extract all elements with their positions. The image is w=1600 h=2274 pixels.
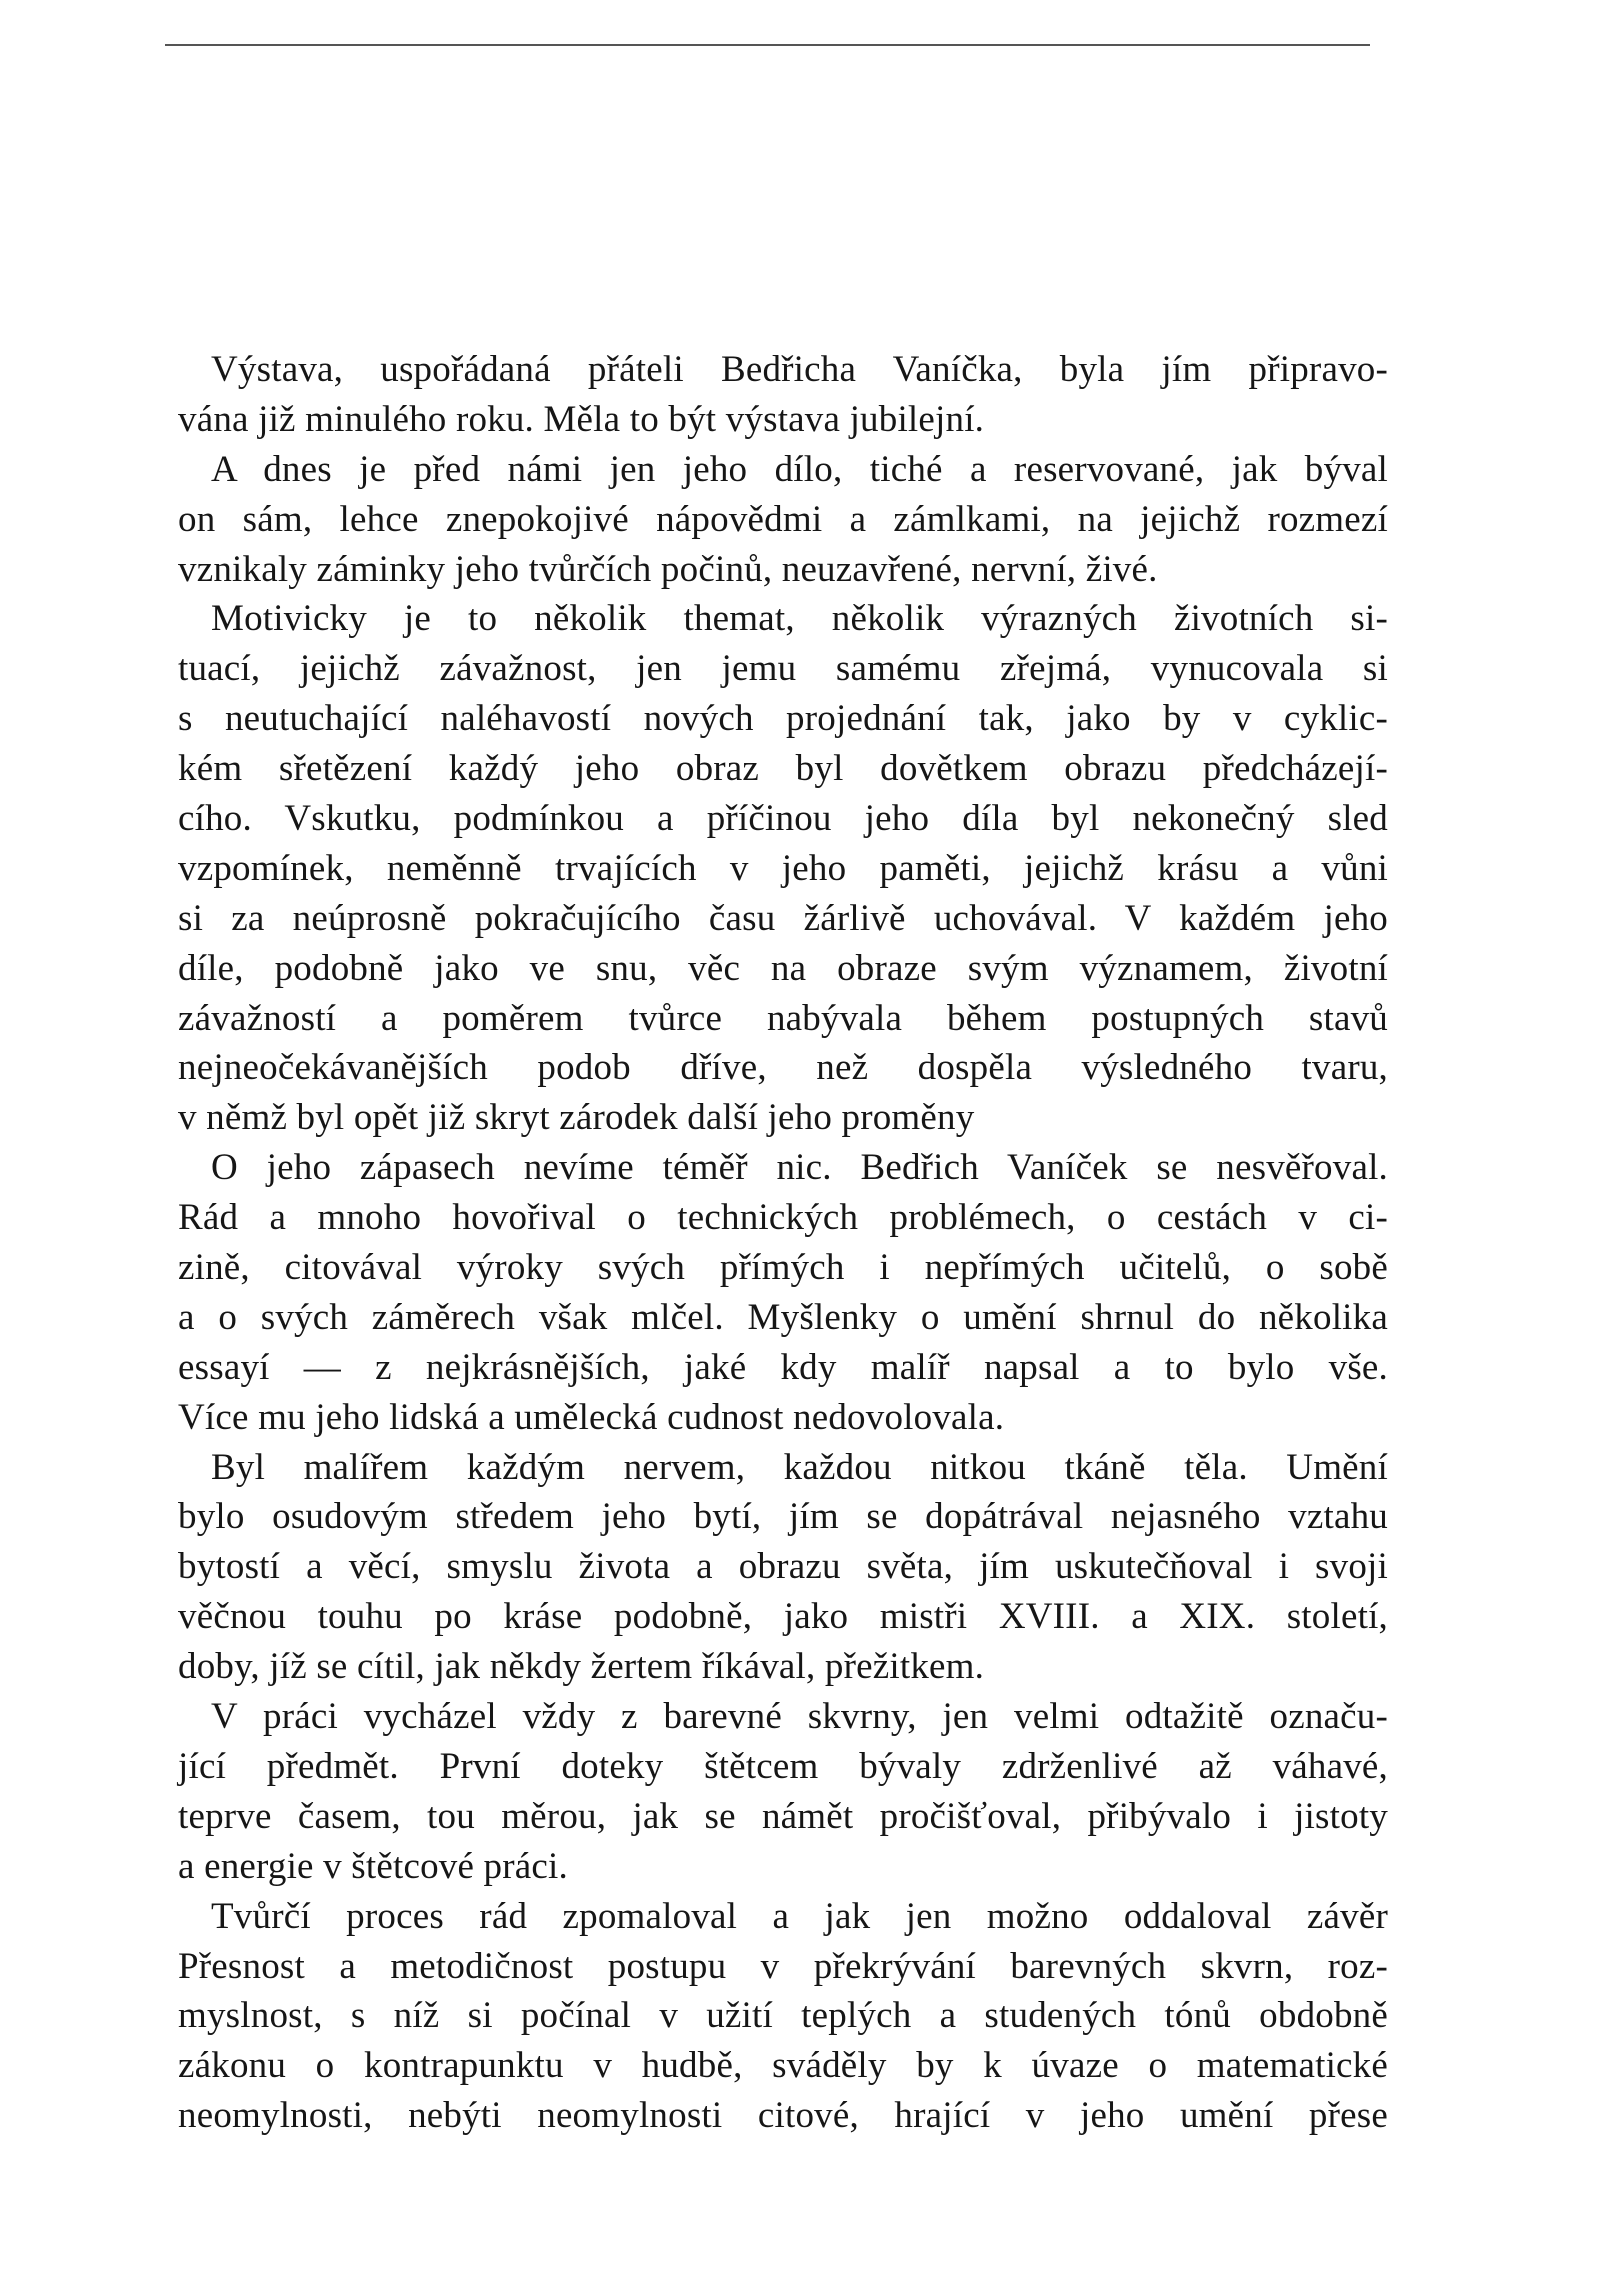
- text-line: neomylnosti, nebýti neomylnosti citové, hrající v jeho umění přese: [178, 2095, 1388, 2137]
- text-line: O jeho zápasech nevíme téměř nic. Bedřich Vaníček se nesvěřoval.: [211, 1147, 1388, 1189]
- text-line: závažností a poměrem tvůrce nabývala během postupných stavů: [178, 997, 1388, 1039]
- text-line: nejneočekávanějších podob dříve, než dospěla výsledného tvaru,: [178, 1047, 1388, 1089]
- text-line: zákonu o kontrapunktu v hudbě, sváděly by k úvaze o matematické: [178, 2045, 1388, 2087]
- paragraph: [178, 445, 1388, 595]
- text-line: si za neúprosně pokračujícího času žárlivě uchovával. V každém jeho: [178, 897, 1388, 939]
- body-text: [178, 345, 1388, 2141]
- paragraph: [178, 1443, 1388, 1692]
- text-line: tuací, jejichž závažnost, jen jemu samému zřejmá, vynucovala si: [178, 648, 1388, 690]
- paragraph: [178, 1143, 1388, 1442]
- text-line: díle, podobně jako ve snu, věc na obraze svým významem, životní: [178, 947, 1388, 989]
- text-line: a energie v štětcové práci.: [178, 1845, 568, 1887]
- text-line: Rád a mnoho hovořival o technických problémech, o cestách v ci-: [178, 1197, 1388, 1239]
- text-line: cího. Vskutku, podmínkou a příčinou jeho díla byl nekonečný sled: [178, 798, 1388, 840]
- text-line: věčnou touhu po kráse podobně, jako mistři XVIII. a XIX. století,: [178, 1596, 1388, 1638]
- text-line: v němž byl opět již skryt zárodek další jeho proměny: [178, 1097, 975, 1139]
- text-line: doby, jíž se cítil, jak někdy žertem říkával, přežitkem.: [178, 1646, 985, 1688]
- text-line: A dnes je před námi jen jeho dílo, tiché a reservované, jak býval: [211, 448, 1388, 490]
- text-line: bylo osudovým středem jeho bytí, jím se dopátrával nejasného vztahu: [178, 1496, 1388, 1538]
- top-rule: [165, 44, 1370, 46]
- paragraph: [178, 594, 1388, 1143]
- text-line: kém sřetězení každý jeho obraz byl dovětkem obrazu předcházejí-: [178, 748, 1388, 790]
- text-line: zině, citovával výroky svých přímých i nepřímých učitelů, o sobě: [178, 1247, 1388, 1289]
- paragraph: [178, 1692, 1388, 1892]
- paragraph: [178, 1892, 1388, 2141]
- text-line: bytostí a věcí, smyslu života a obrazu světa, jím uskutečňoval i svoji: [178, 1546, 1388, 1588]
- text-line: on sám, lehce znepokojivé nápovědmi a zámlkami, na jejichž rozmezí: [178, 498, 1388, 540]
- paragraph: [178, 345, 1388, 445]
- text-line: V práci vycházel vždy z barevné skvrny, jen velmi odtažitě označu-: [211, 1696, 1388, 1738]
- text-line: Více mu jeho lidská a umělecká cudnost nedovolovala.: [178, 1396, 1005, 1438]
- text-line: s neutuchající naléhavostí nových projednání tak, jako by v cyklic-: [178, 698, 1388, 740]
- text-line: vzpomínek, neměnně trvajících v jeho paměti, jejichž krásu a vůni: [178, 847, 1388, 889]
- text-line: myslnost, s níž si počínal v užití teplých a studených tónů obdobně: [178, 1995, 1388, 2037]
- text-line: jící předmět. První doteky štětcem bývaly zdrženlivé až váhavé,: [178, 1745, 1388, 1787]
- text-line: teprve časem, tou měrou, jak se námět pročišťoval, přibývalo i jistoty: [178, 1795, 1388, 1837]
- text-line: Přesnost a metodičnost postupu v překrývání barevných skvrn, roz-: [178, 1945, 1388, 1987]
- text-line: essayí — z nejkrásnějších, jaké kdy malíř napsal a to bylo vše.: [178, 1346, 1388, 1388]
- text-line: Byl malířem každým nervem, každou nitkou tkáně těla. Umění: [211, 1446, 1388, 1488]
- text-line: Tvůrčí proces rád zpomaloval a jak jen možno oddaloval závěr: [211, 1895, 1388, 1937]
- text-line: a o svých záměrech však mlčel. Myšlenky o umění shrnul do několika: [178, 1296, 1388, 1338]
- text-line: vána již minulého roku. Měla to být výstava jubilejní.: [178, 398, 985, 440]
- text-line: vznikaly záminky jeho tvůrčích počinů, neuzavřené, nervní, živé.: [178, 548, 1158, 590]
- text-line: Výstava, uspořádaná přáteli Bedřicha Vaníčka, byla jím připravo-: [211, 349, 1388, 390]
- text-line: Motivicky je to několik themat, několik výrazných životních si-: [211, 598, 1388, 640]
